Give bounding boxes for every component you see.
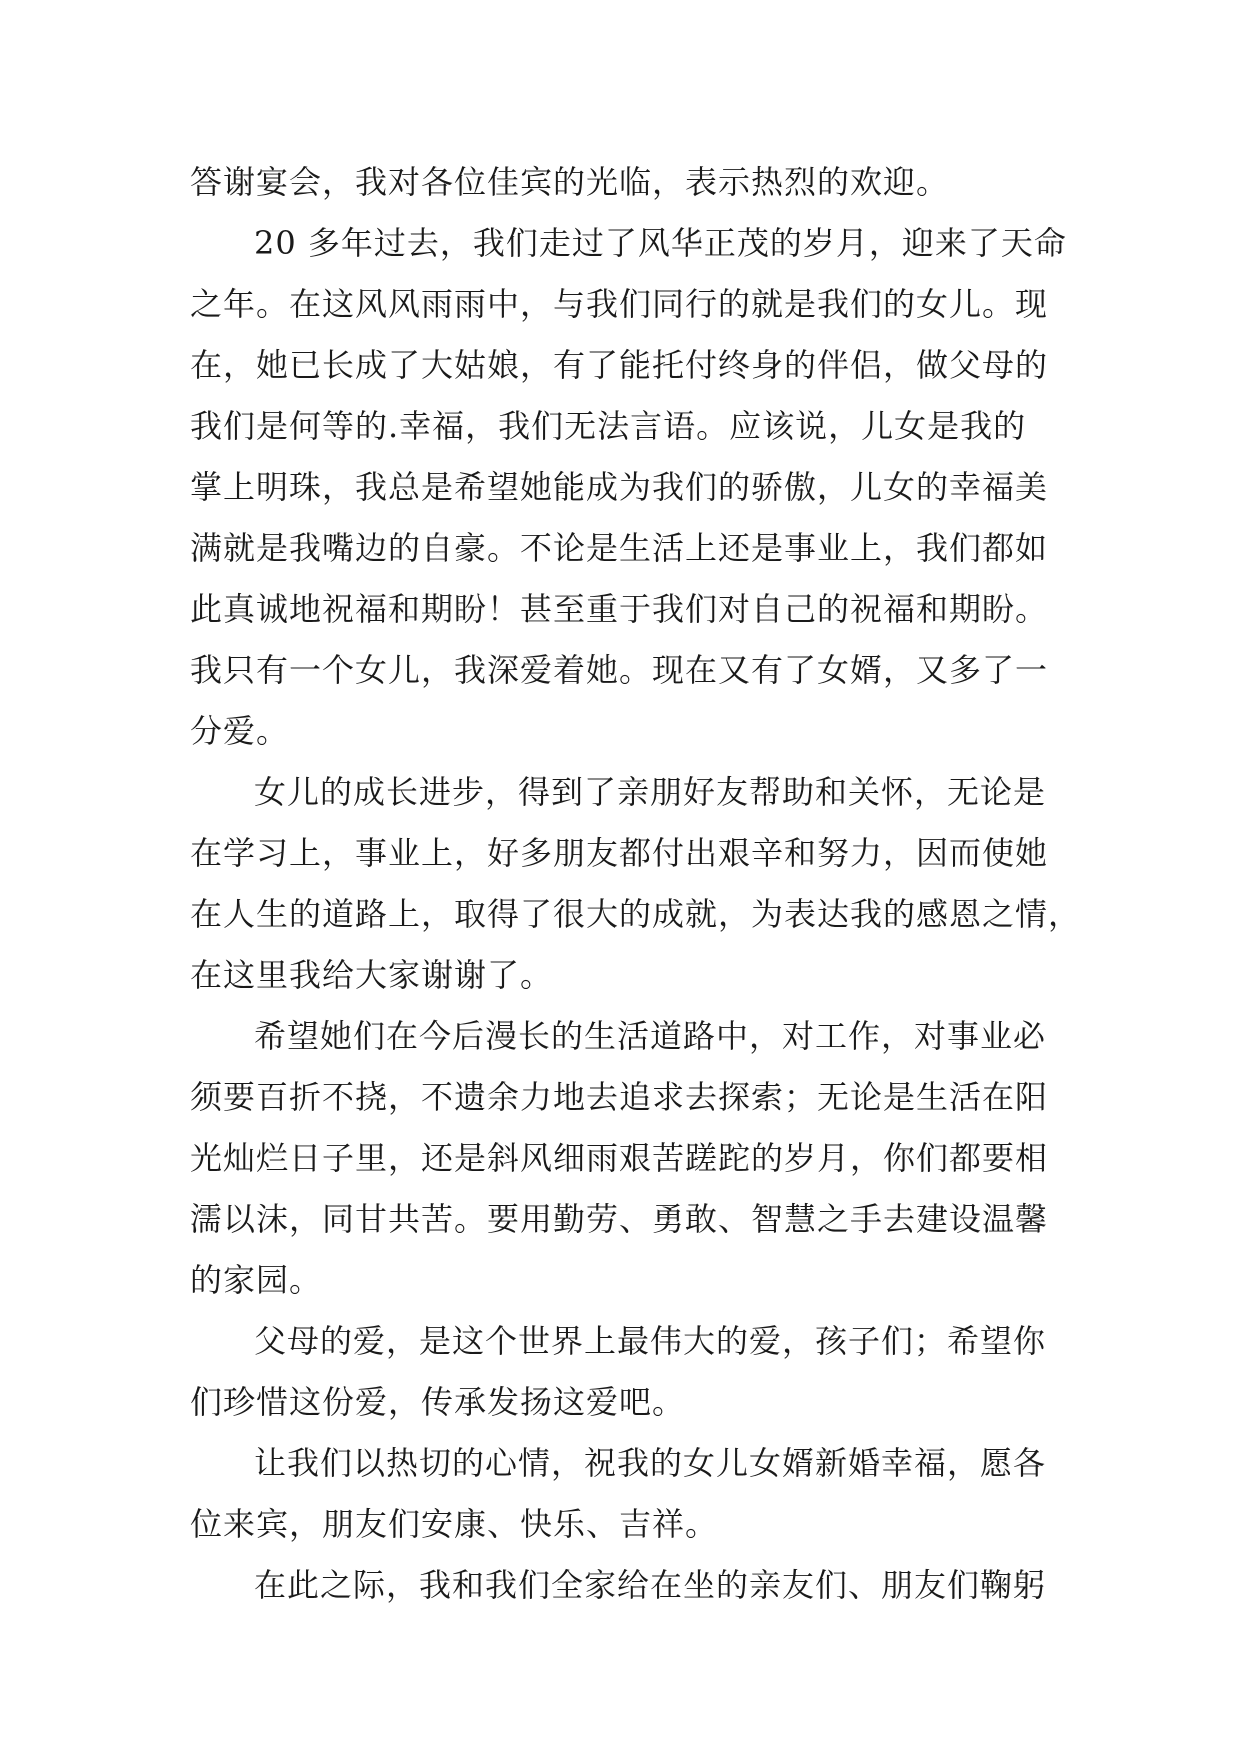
text-line: 的家园。 — [190, 1261, 323, 1299]
body-text — [190, 152, 1082, 1616]
text-line: 在人生的道路上，取得了很大的成就，为表达我的感恩之情， — [190, 895, 1082, 933]
text-line: 在学习上，事业上，好多朋友都付出艰辛和努力，因而使她 — [190, 834, 1049, 872]
text-line: 光灿烂日子里，还是斜风细雨艰苦蹉跎的岁月，你们都要相 — [190, 1139, 1049, 1177]
text-line: 位来宾，朋友们安康、快乐、吉祥。 — [190, 1505, 719, 1543]
text-line: 满就是我嘴边的自豪。不论是生活上还是事业上，我们都如 — [190, 529, 1049, 567]
text-line: 们珍惜这份爱，传承发扬这爱吧。 — [190, 1383, 686, 1421]
text-line: 在这里我给大家谢谢了。 — [190, 956, 554, 994]
text-line: 20 多年过去，我们走过了风华正茂的岁月，迎来了天命 — [254, 224, 1067, 262]
text-line: 在此之际，我和我们全家给在坐的亲友们、朋友们鞠躬 — [254, 1566, 1047, 1604]
text-line: 濡以沫，同甘共苦。要用勤劳、勇敢、智慧之手去建设温馨 — [190, 1200, 1049, 1238]
text-line: 此真诚地祝福和期盼！甚至重于我们对自己的祝福和期盼。 — [190, 590, 1049, 628]
text-line: 我只有一个女儿，我深爱着她。现在又有了女婿，又多了一 — [190, 651, 1049, 689]
text-line: 之年。在这风风雨雨中，与我们同行的就是我们的女儿。现 — [190, 285, 1049, 323]
text-line: 让我们以热切的心情，祝我的女儿女婿新婚幸福，愿各 — [254, 1444, 1047, 1482]
text-line: 须要百折不挠，不遗余力地去追求去探索；无论是生活在阳 — [190, 1078, 1049, 1116]
text-line: 在，她已长成了大姑娘，有了能托付终身的伴侣，做父母的 — [190, 346, 1049, 384]
text-line: 答谢宴会，我对各位佳宾的光临，表示热烈的欢迎。 — [190, 163, 950, 201]
text-line: 女儿的成长进步，得到了亲朋好友帮助和关怀，无论是 — [254, 773, 1047, 811]
text-line: 我们是何等的.幸福，我们无法言语。应该说，儿女是我的 — [190, 407, 1027, 445]
text-line: 希望她们在今后漫长的生活道路中，对工作，对事业必 — [254, 1017, 1047, 1055]
text-line: 父母的爱，是这个世界上最伟大的爱，孩子们；希望你 — [254, 1322, 1047, 1360]
text-line: 掌上明珠，我总是希望她能成为我们的骄傲，儿女的幸福美 — [190, 468, 1049, 506]
text-line: 分爱。 — [190, 712, 290, 750]
